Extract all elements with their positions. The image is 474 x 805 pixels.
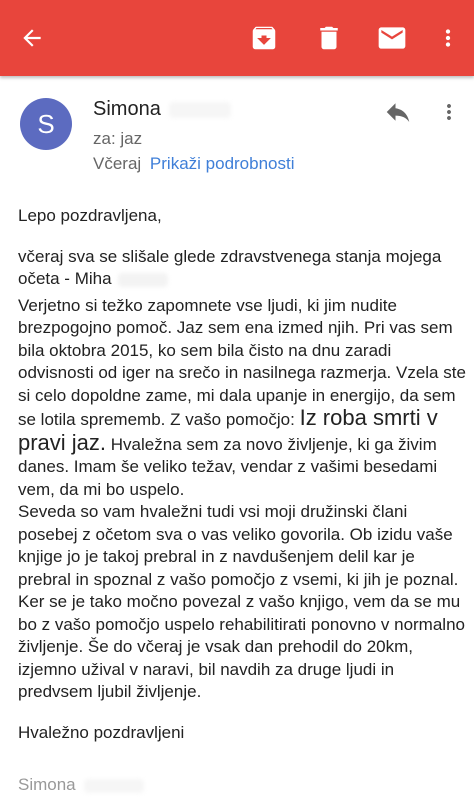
message-body [18,205,468,744]
overflow-menu-button[interactable] [430,20,466,56]
top-app-bar [0,0,474,76]
back-button[interactable] [14,20,50,56]
greeting: Lepo pozdravljena, [18,206,162,225]
arrow-left-icon [19,25,45,51]
more-vertical-icon [435,25,461,51]
redacted-surname [169,102,231,118]
redacted-name [118,273,168,287]
show-details-link[interactable]: Prikaži podrobnosti [149,154,295,173]
archive-icon [249,23,279,53]
trash-icon [314,23,344,53]
closing: Hvaležno pozdravljeni [18,722,185,742]
reply-icon [383,97,413,127]
sender-name: Simona [93,98,231,121]
signature: Simona [18,775,144,795]
date-text: Včeraj [93,154,142,173]
mail-icon [376,22,408,54]
delete-button[interactable] [311,20,347,56]
paragraph-1: včeraj sva se slišale glede zdravstvenega stanja mojega očeta - Miha [18,246,442,288]
paragraph-3: Seveda so vam hvaležni tudi vsi moji družinski člani posebej z očetom sva o vas veliko govorila. Ob izidu vaše knjige jo je takoj prebral in z navdušenjem delil kar je prebral in spoznal z vašo pomočjo z vsemi, ki jih je poznal. Ker se je tako močno povezal z vašo knjigo, vem da se mu bo z vašo pomočjo uspelo rehabilitirati ponovno v normalno življenje. Še do včeraj je vsak dan prehodil do 20km, izjemno užival v naravi, bil navdih za druge ljudi in predvsem ljubil življenje. [18,502,465,701]
paragraph-2: Verjetno si težko zapomnete vse ljudi, ki jim nudite brezpogojno pomoč. Jaz sem ena izmed njih. Pri vas sem bila oktobra 2015, ko sem bila čisto na dnu zaradi odvisnosti od iger na srečo in nasilnega razmerja. Vzela ste si celo dopoldne zame, mi dala upanje in energijo, da sem se lotila sprememb. Z vašo pomočjo: Iz roba smrti v pravi jaz. Hvaležna sem za novo življenje, ki ga živim danes. Imam še veliko težav, vendar z vašimi besedami vem, da mi bo uspelo. [18,295,466,499]
avatar[interactable]: S [20,98,72,150]
more-vertical-icon [437,98,461,126]
recipient-line: za: jaz [93,129,143,148]
date-line [93,154,295,174]
reply-button[interactable] [380,94,416,130]
mark-unread-button[interactable] [374,20,410,56]
redacted-surname [84,779,144,793]
message-header [0,76,474,186]
highlighted-quote: Iz roba smrti v pravi jaz. [18,405,438,455]
archive-button[interactable] [246,20,282,56]
message-overflow-button[interactable] [437,94,461,130]
